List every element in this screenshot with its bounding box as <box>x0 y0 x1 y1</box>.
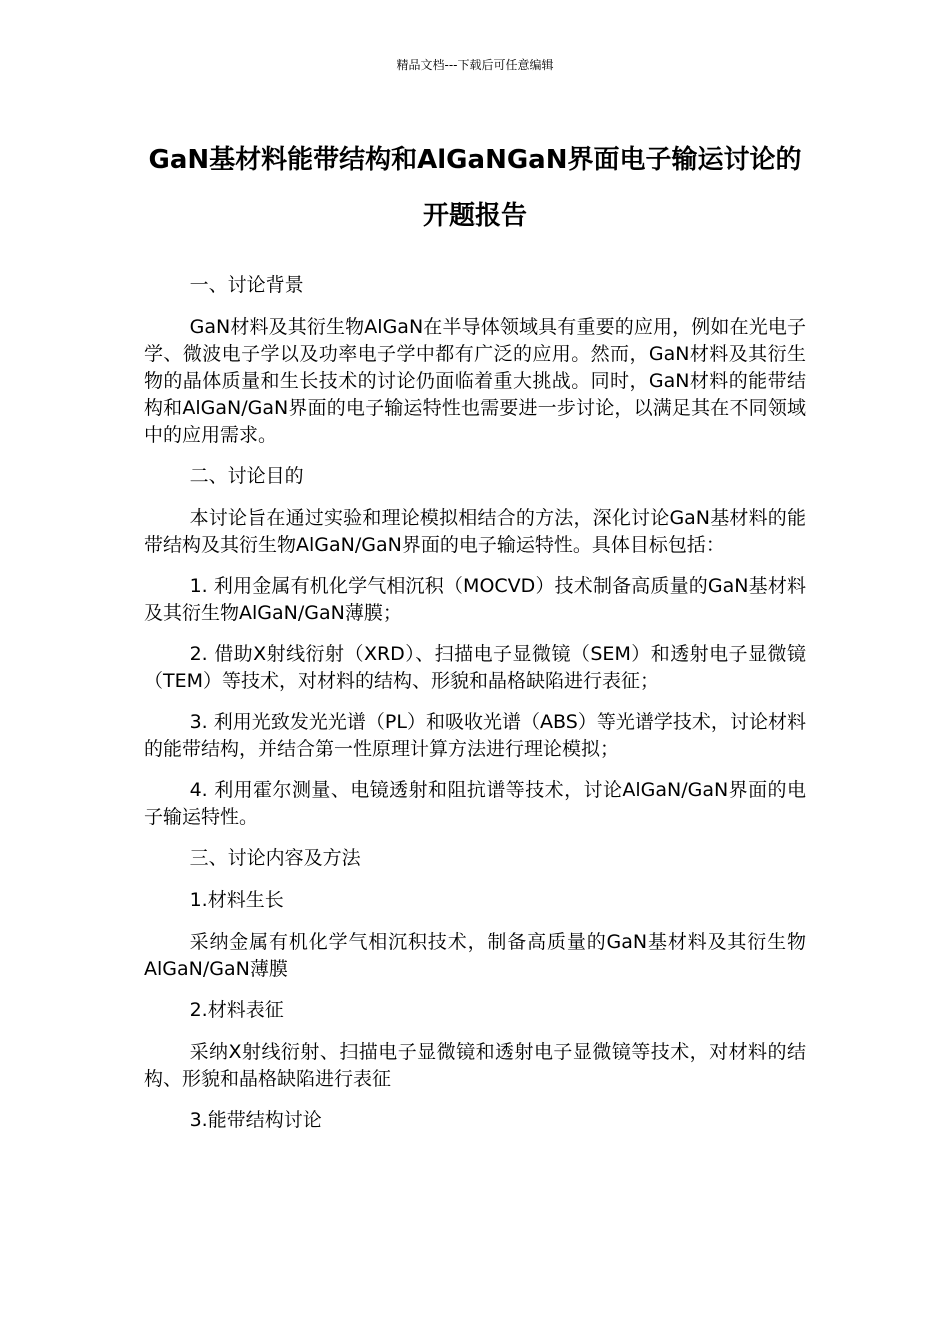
material-growth-paragraph: 采纳金属有机化学气相沉积技术，制备高质量的GaN基材料及其衍生物AlGaN/GaN薄膜 <box>144 931 806 980</box>
subsection-title-material-growth: 1.材料生长 <box>189 889 284 911</box>
purpose-goal-item: 4. 利用霍尔测量、电镜透射和阻抗谱等技术，讨论AlGaN/GaN界面的电子输运特性。 <box>144 779 806 828</box>
purpose-goal-item: 3. 利用光致发光光谱（PL）和吸收光谱（ABS）等光谱学技术，讨论材料的能带结构，并结合第一性原理计算方法进行理论模拟； <box>144 711 806 760</box>
purpose-goal-item: 1. 利用金属有机化学气相沉积（MOCVD）技术制备高质量的GaN基材料及其衍生物AlGaN/GaN薄膜； <box>144 575 806 624</box>
material-characterization-paragraph: 采纳X射线衍射、扫描电子显微镜和透射电子显微镜等技术，对材料的结构、形貌和晶格缺陷进行表征 <box>144 1041 806 1090</box>
page-header-note: 精品文档---下载后可任意编辑 <box>396 58 554 72</box>
subsection-title-material-characterization: 2.材料表征 <box>189 999 284 1021</box>
purpose-intro-paragraph: 本讨论旨在通过实验和理论模拟相结合的方法，深化讨论GaN基材料的能带结构及其衍生物AlGaN/GaN界面的电子输运特性。具体目标包括： <box>144 507 806 556</box>
section-heading-purpose: 二、讨论目的 <box>189 465 304 487</box>
subsection-title-band-structure: 3.能带结构讨论 <box>189 1109 322 1131</box>
purpose-goal-item: 2. 借助X射线衍射（XRD）、扫描电子显微镜（SEM）和透射电子显微镜（TEM）等技术，对材料的结构、形貌和晶格缺陷进行表征； <box>144 643 806 692</box>
section-heading-content-methods: 三、讨论内容及方法 <box>189 847 361 869</box>
document-title: GaN基材料能带结构和AlGaNGaN界面电子输运讨论的开题报告 <box>148 145 802 231</box>
background-paragraph: GaN材料及其衍生物AlGaN在半导体领域具有重要的应用，例如在光电子学、微波电子学以及功率电子学中都有广泛的应用。然而，GaN材料及其衍生物的晶体质量和生长技术的讨论仍面临着重大挑战。同时，GaN材料的能带结构和AlGaN/GaN界面的电子输运特性也需要进一步讨论，以满足其在不同领域中的应用需求。 <box>144 316 806 446</box>
section-heading-background: 一、讨论背景 <box>189 274 304 296</box>
document-body <box>144 272 806 1149</box>
